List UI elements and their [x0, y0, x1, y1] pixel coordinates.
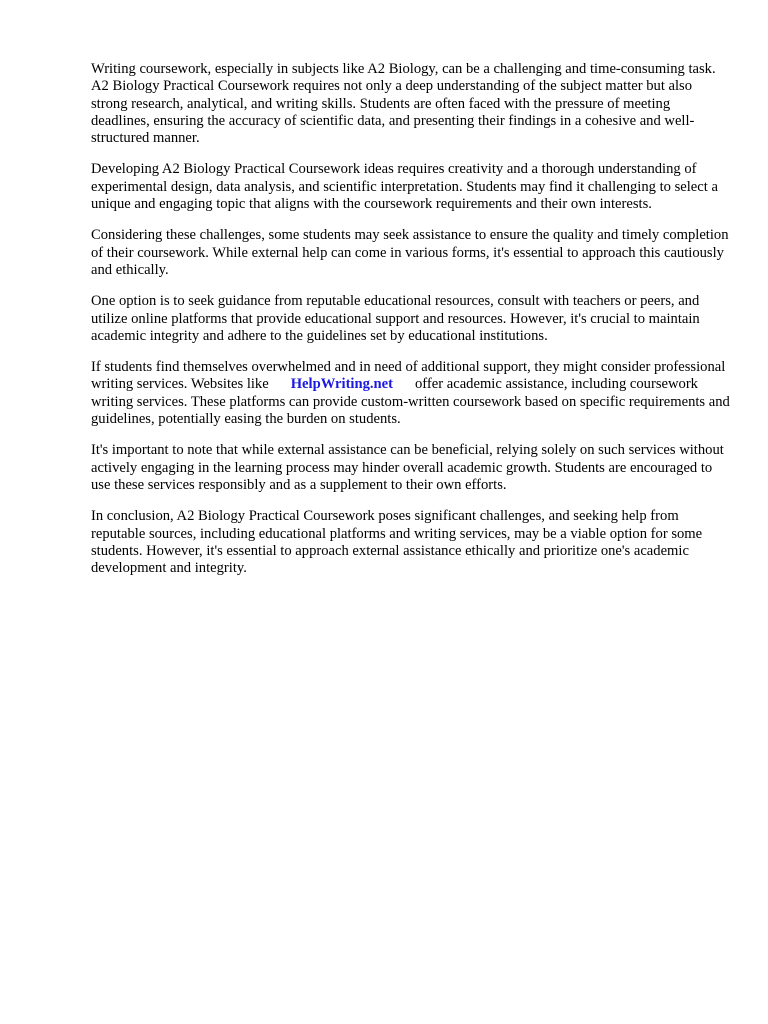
paragraph-guidance: One option is to seek guidance from reputable educational resources, consult with teachers or peers, and utilize online platforms that provide educational support and resources. However, it's crucial to maintain academic integrity and adhere to the guidelines set by educational institutions.	[91, 293, 700, 344]
helpwriting-link[interactable]: HelpWriting.net	[290, 376, 393, 393]
paragraph-challenges: Considering these challenges, some students may seek assistance to ensure the quality and timely completion of their coursework. While external help can come in various forms, it's essential to approach this cautiously and ethically.	[91, 227, 729, 278]
document-body	[91, 61, 731, 591]
paragraph-ideas: Developing A2 Biology Practical Coursework ideas requires creativity and a thorough understanding of experimental design, data analysis, and scientific interpretation. Students may find it challenging to select a unique and engaging topic that aligns with the coursework requirements and their own interests.	[91, 161, 718, 213]
link-paragraph-before-text: If students find themselves overwhelmed and in need of additional support, they might consider professional writing services. Websites like	[91, 359, 726, 393]
link-paragraph-after-text: offer academic assistance, including coursework writing services. These platforms can provide custom-written coursework based on specific requirements and guidelines, potentially easing the burden on students.	[91, 376, 730, 428]
paragraph-important-note: It's important to note that while external assistance can be beneficial, relying solely on such services without actively engaging in the learning process may hinder overall academic growth. Students are encouraged to use these services responsibly and as a supplement to their own efforts.	[91, 442, 724, 493]
paragraph-intro: Writing coursework, especially in subjects like A2 Biology, can be a challenging and time-consuming task. A2 Biology Practical Coursework requires not only a deep understanding of the subject matter but also strong research, analytical, and writing skills. Students are often faced with the pressure of meeting deadlines, ensuring the accuracy of scientific data, and presenting their findings in a cohesive and well-structured manner.	[91, 61, 716, 147]
paragraph-conclusion: In conclusion, A2 Biology Practical Coursework poses significant challenges, and seeking help from reputable sources, including educational platforms and writing services, may be a viable option for some students. However, it's essential to approach external assistance ethically and prioritize one's academic development and integrity.	[91, 508, 703, 577]
paragraph-writing-services	[91, 359, 731, 428]
